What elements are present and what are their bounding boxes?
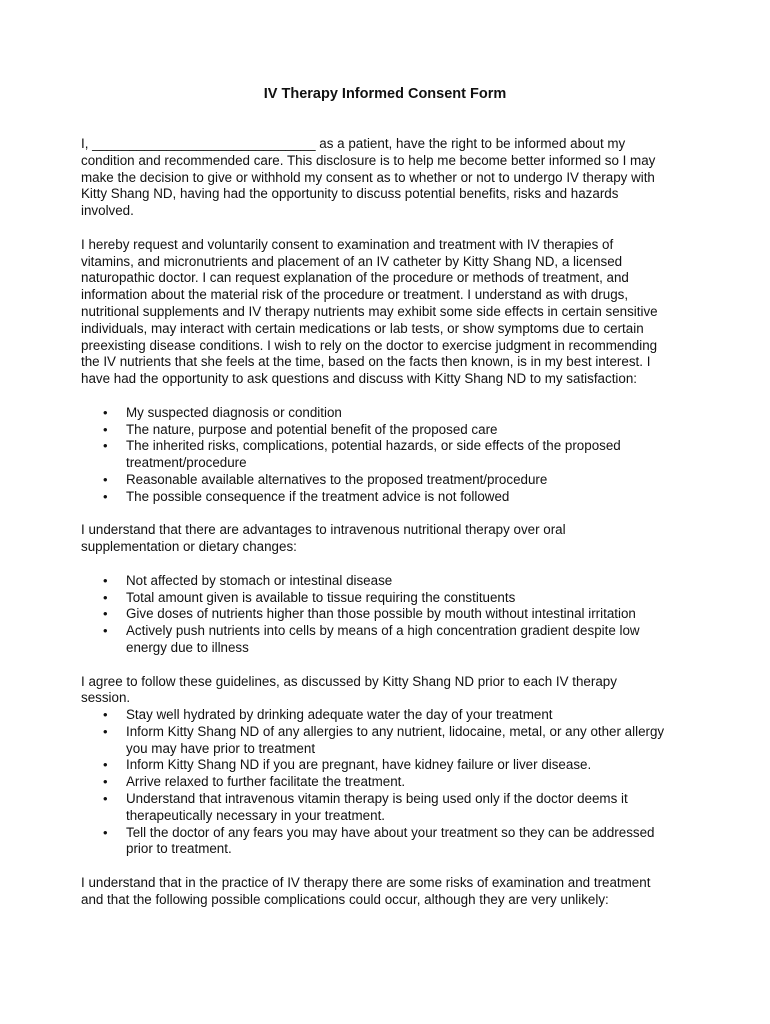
list-item [81, 573, 691, 590]
list-item-text: energy due to illness [126, 639, 249, 655]
list-item-text: treatment/procedure [126, 455, 247, 471]
list-item-text: My suspected diagnosis or condition [126, 404, 342, 420]
bullet-icon: • [103, 488, 108, 504]
list-guidelines [81, 707, 691, 858]
paragraph-consent [81, 237, 691, 388]
list-advantages [81, 573, 691, 657]
bullet-icon: • [103, 757, 108, 773]
list-item-text: Inform Kitty Shang ND if you are pregnant, have kidney failure or liver disease. [126, 757, 592, 773]
list-item [81, 422, 691, 439]
list-item-text: Reasonable available alternatives to the proposed treatment/procedure [126, 471, 548, 487]
paragraph-line: and that the following possible complications could occur, although they are very unlikely: [81, 891, 609, 907]
list-item [81, 774, 691, 791]
paragraph-line: I, ______________________________ as a patient, have the right to be informed about my [81, 136, 626, 151]
paragraph-line: I agree to follow these guidelines, as discussed by Kitty Shang ND prior to each IV therapy [81, 673, 617, 689]
document-title: IV Therapy Informed Consent Form [263, 86, 507, 102]
paragraph-line: supplementation or dietary changes: [81, 539, 297, 555]
bullet-icon: • [103, 404, 108, 420]
list-item-text: The nature, purpose and potential benefit of the proposed care [126, 421, 498, 437]
paragraph-line: make the decision to give or withhold my consent as to whether or not to undergo IV therapy with [81, 169, 655, 185]
list-item-text: Inform Kitty Shang ND of any allergies to any nutrient, lidocaine, metal, or any other allergy [126, 723, 665, 739]
list-item-text: Total amount given is available to tissue requiring the constituents [126, 589, 516, 605]
bullet-icon: • [103, 824, 108, 840]
list-item-text: Actively push nutrients into cells by means of a high concentration gradient despite low [126, 623, 640, 639]
paragraph-guidelines [81, 674, 691, 708]
bullet-icon: • [103, 623, 108, 639]
list-item-text: The inherited risks, complications, potential hazards, or side effects of the proposed [126, 438, 621, 454]
paragraph-line: I understand that in the practice of IV therapy there are some risks of examination and treatment [81, 875, 651, 891]
bullet-icon: • [103, 471, 108, 487]
list-item [81, 791, 691, 825]
paragraph-line: session. [81, 690, 131, 706]
bullet-icon: • [103, 723, 108, 739]
bullet-icon: • [103, 438, 108, 454]
bullet-icon: • [103, 421, 108, 437]
bullet-icon: • [103, 606, 108, 622]
paragraph-line: nutritional supplements and IV therapy nutrients may exhibit some side effects in certain sensitive [81, 303, 658, 319]
bullet-icon: • [103, 707, 108, 723]
paragraph-line: I hereby request and voluntarily consent to examination and treatment with IV therapies of [81, 236, 614, 252]
list-item-text: The possible consequence if the treatment advice is not followed [126, 488, 510, 504]
paragraph-line: the IV nutrients that she feels at the time, based on the facts then known, is in my best interest. I [81, 354, 651, 370]
list-item [81, 489, 691, 506]
list-item-text: you may have prior to treatment [126, 740, 316, 756]
list-item [81, 590, 691, 607]
paragraph-line: condition and recommended care. This disclosure is to help me become better informed so I may [81, 152, 656, 168]
list-item [81, 405, 691, 422]
paragraph-line: naturopathic doctor. I can request explanation of the procedure or methods of treatment, and [81, 270, 629, 286]
list-item [81, 623, 691, 657]
paragraph-line: Kitty Shang ND, having had the opportunity to discuss potential benefits, risks and hazards [81, 186, 619, 202]
list-item-text: prior to treatment. [126, 841, 232, 857]
document-body [81, 136, 691, 925]
paragraph-advantages [81, 522, 691, 556]
list-item-text: Understand that intravenous vitamin therapy is being used only if the doctor deems it [126, 791, 628, 807]
bullet-icon: • [103, 791, 108, 807]
list-item [81, 757, 691, 774]
list-item [81, 472, 691, 489]
list-disclosures [81, 405, 691, 506]
list-item-text: Stay well hydrated by drinking adequate water the day of your treatment [126, 707, 553, 723]
bullet-icon: • [103, 774, 108, 790]
bullet-icon: • [103, 589, 108, 605]
paragraph-line: information about the material risk of the procedure or treatment. I understand as with drugs, [81, 287, 629, 303]
paragraph-line: preexisting disease conditions. I wish to rely on the doctor to exercise judgment in recommending [81, 337, 658, 353]
list-item [81, 707, 691, 724]
bullet-icon: • [103, 572, 108, 588]
list-item-text: Arrive relaxed to further facilitate the treatment. [126, 774, 406, 790]
paragraph-line: vitamins, and micronutrients and placement of an IV catheter by Kitty Shang ND, a licensed [81, 253, 623, 269]
paragraph-risks [81, 875, 691, 909]
list-item [81, 606, 691, 623]
paragraph-line: I understand that there are advantages to intravenous nutritional therapy over oral [81, 522, 566, 538]
paragraph-line: individuals, may interact with certain medications or lab tests, or show symptoms due to certain [81, 320, 644, 336]
list-item-text: Tell the doctor of any fears you may have about your treatment so they can be addressed [126, 824, 655, 840]
list-item [81, 438, 691, 472]
paragraph-intro [81, 136, 691, 220]
list-item-text: Give doses of nutrients higher than those possible by mouth without intestinal irritation [126, 606, 636, 622]
list-item [81, 825, 691, 859]
paragraph-line: have had the opportunity to ask questions and discuss with Kitty Shang ND to my satisfaction: [81, 371, 638, 387]
paragraph-line: involved. [81, 203, 134, 219]
list-item-text: therapeutically necessary in your treatment. [126, 807, 386, 823]
list-item-text: Not affected by stomach or intestinal disease [126, 572, 393, 588]
list-item [81, 724, 691, 758]
